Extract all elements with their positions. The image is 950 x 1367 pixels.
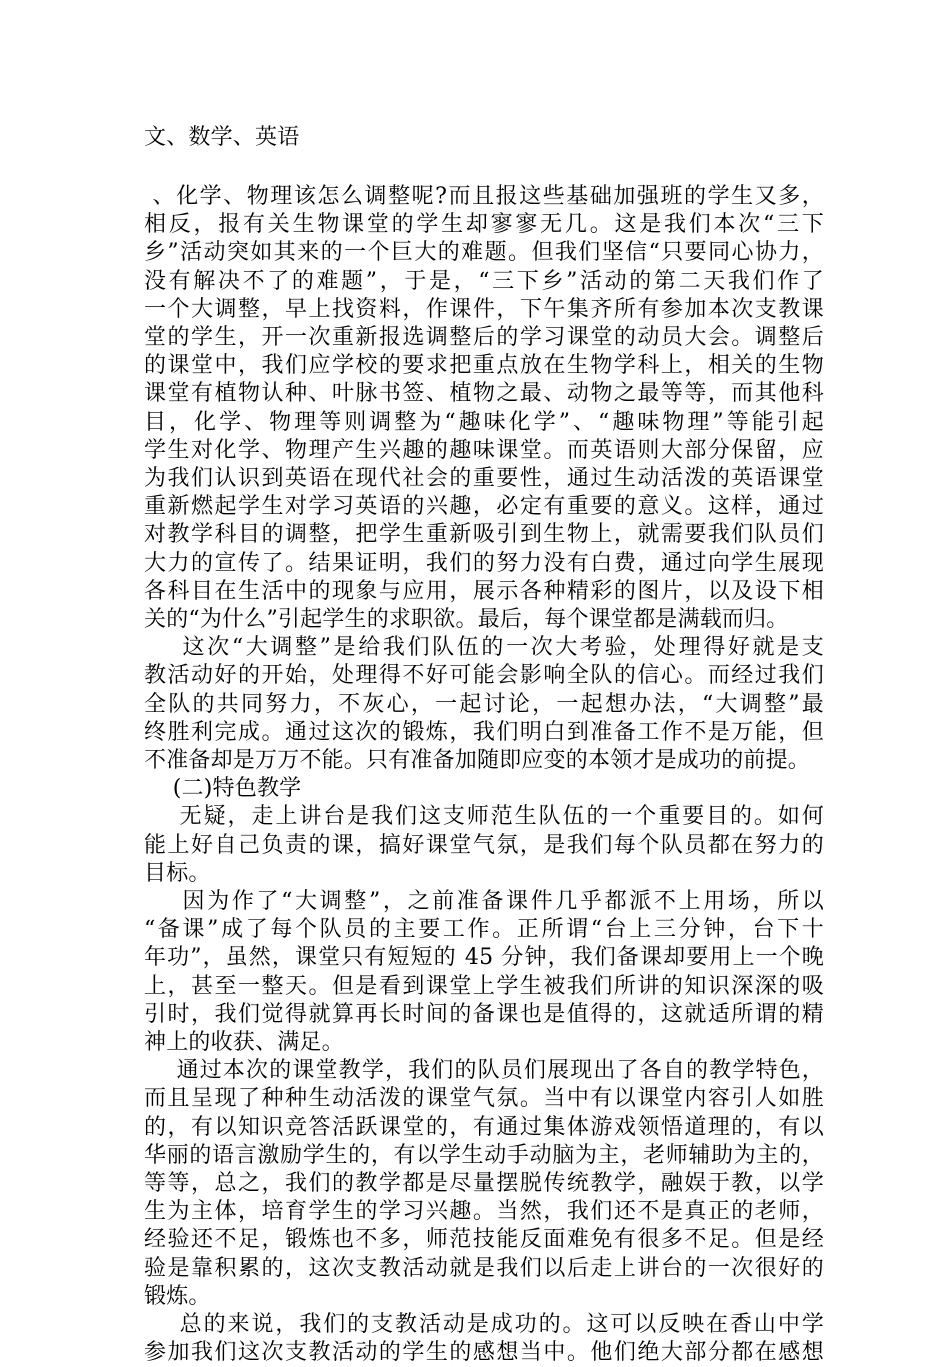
text-line: 验是靠积累的，这次支教活动就是我们以后走上讲台的一次很好的 [144, 1255, 824, 1281]
text-line: 为我们认识到英语在现代社会的重要性，通过生动活泼的英语课堂 [144, 466, 824, 491]
text-line: 年功”，虽然，课堂只有短短的 45 分钟，我们备课却要用上一个晚 [144, 945, 824, 971]
text-line: 学生对化学、物理产生兴趣的趣味课堂。而英语则大部分保留，应 [144, 437, 824, 463]
text-line: 参加我们这次支教活动的学生的感想当中。他们绝大部分都在感想 [144, 1340, 824, 1366]
text-line: 相反，报有关生物课堂的学生却寥寥无几。这是我们本次“三下 [144, 212, 824, 238]
text-line: 全队的共同努力，不灰心，一起讨论，一起想办法，“大调整”最 [144, 691, 824, 717]
text-line: 神上的收获、满足。 [144, 1030, 344, 1055]
text-line: 重新燃起学生对学习英语的兴趣，必定有重要的意义。这样，通过 [144, 494, 824, 520]
text-line: 能上好自己负责的课，搞好课堂气氛，是我们每个队员都在努力的 [144, 832, 824, 858]
text-line: 这次“大调整”是给我们队伍的一次大考验，处理得好就是支 [144, 635, 824, 661]
text-line: 教活动好的开始，处理得不好可能会影响全队的信心。而经过我们 [144, 663, 824, 689]
text-line: 关的“为什么”引起学生的求职欲。最后，每个课堂都是满载而归。 [144, 607, 789, 632]
text-line: 华丽的语言激励学生的，有以学生动手动脑为主，老师辅助为主的， [144, 1142, 824, 1168]
text-line: 一个大调整，早上找资料，作课件，下午集齐所有参加本次支教课 [144, 296, 824, 322]
text-line: 乡”活动突如其来的一个巨大的难题。但我们坚信“只要同心协力， [144, 240, 824, 266]
text-line: 没有解决不了的难题”，于是，“三下乡”活动的第二天我们作了 [144, 268, 824, 294]
text-line: 的，有以知识竞答活跃课堂的，有通过集体游戏领悟道理的，有以 [144, 1114, 824, 1140]
text-line: 通过本次的课堂教学，我们的队员们展现出了各自的教学特色， [144, 1058, 824, 1084]
text-line: 因为作了“大调整”，之前准备课件几乎都派不上用场，所以 [144, 889, 824, 914]
text-line: 引时，我们觉得就算再长时间的备课也是值得的，这就适所谓的精 [144, 1001, 824, 1027]
text-line: 堂的学生，开一次重新报选调整后的学习课堂的动员大会。调整后 [144, 325, 824, 350]
text-line: 不准备却是万万不能。只有准备加随即应变的本领才是成功的前提。 [144, 748, 811, 773]
text-line: 上，甚至一整天。但是看到课堂上学生被我们所讲的知识深深的吸 [144, 973, 824, 999]
text-line: 、化学、物理该怎么调整呢?而且报这些基础加强班的学生又多， [144, 184, 824, 209]
text-line: 课堂有植物认种、叶脉书签、植物之最、动物之最等等，而其他科 [144, 381, 824, 407]
text-line: 等等，总之，我们的教学都是尽量摆脱传统教学，融娱于教，以学 [144, 1171, 824, 1196]
text-line: 大力的宣传了。结果证明，我们的努力没有白费，通过向学生展现 [144, 550, 824, 576]
text-line: 各科目在生活中的现象与应用，展示各种精彩的图片，以及设下相 [144, 578, 824, 604]
text-line: 无疑，走上讲台是我们这支师范生队伍的一个重要目的。如何 [144, 804, 824, 830]
text-line: 而且呈现了种种生动活泼的课堂气氛。当中有以课堂内容引人如胜 [144, 1086, 824, 1112]
text-line: 锻炼。 [144, 1283, 211, 1309]
text-line: 目标。 [144, 860, 211, 886]
text-line: 对教学科目的调整，把学生重新吸引到生物上，就需要我们队员们 [144, 522, 824, 548]
text-line: 经验还不足，锻炼也不多，师范技能反面难免有很多不足。但是经 [144, 1227, 824, 1253]
section-heading: (二)特色教学 [144, 776, 302, 802]
text-line: 终胜利完成。通过这次的锻炼，我们明白到准备工作不是万能，但 [144, 719, 824, 745]
text-line: 目，化学、物理等则调整为“趣味化学”、“趣味物理”等能引起 [144, 409, 824, 435]
text-line: 总的来说，我们的支教活动是成功的。这可以反映在香山中学 [144, 1312, 824, 1337]
text-line: 文、数学、英语 [144, 125, 300, 150]
text-line: 的课堂中，我们应学校的要求把重点放在生物学科上，相关的生物 [144, 353, 824, 379]
text-line: 生为主体，培育学生的学习兴趣。当然，我们还不是真正的老师， [144, 1199, 824, 1225]
text-line: “备课”成了每个队员的主要工作。正所谓“台上三分钟，台下十 [144, 917, 824, 943]
